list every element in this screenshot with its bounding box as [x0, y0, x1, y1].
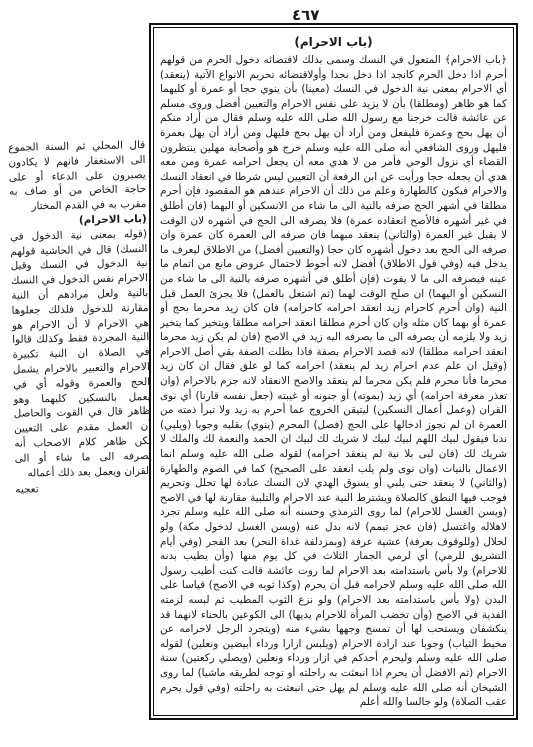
margin-intro: قال المحلي ثم السنة الجموع الى الاستغفار فانهم لا يكادون يصبرون على الدعاء أو على حاجة الخاص من أو صاف به مقرب به في القدم المختار [8, 138, 147, 213]
chapter-heading: (باب الاحرام) [294, 35, 373, 49]
page-number: ٤٦٧ [292, 6, 320, 24]
main-body: ﴿باب الاحرام﴾ المتعول في النسك وسمى بذلك لاقتضائه دخول الحرم من قولهم أحرم اذا دخل الحرم كانجد اذا دخل نجدا وأولاقتضائه تحريم الانواع الآتية (ينعقد) أي الاحرام بمعنى نية الدخول في النسك (معينا) بأن ينوي حجا أو عمرة أو كليهما كما هو ظاهر (ومطلقا) بأن لا يزيد على نفس الاحرام والتعيين أفضل وروى مسلم عن عائشة قالت خرجنا مع رسول الله صلى الله عليه وسلم فقال من أراد منكم أن يهل بحج وعمرة فليفعل ومن أراد أن يهل بحج فليهل ومن أراد أن يهل بعمرة فليهل وروى الشافعي أنه صلى الله عليه وسلم خرج هو وأصحابه مهلين ينتظرون القضاء أي نزول الوحي فأمر من لا هدي معه أن يجعل احرامه عمرة ومن معه هدي أن يجعله حجا ورأيت عن ابن الرفعة أن التعيين ليس شرطا في انعقاد النسك والاحرام فيكون كالطهارة وعلم من ذلك أن الاحرام عندهم هو المقصود فإن أحرم مطلقا في أشهر الحج صرفه بالنية الى ما شاء من الانسكين أو اليهما (فان أطلق في غير أشهره فالأصح انعقاده عمرة) فلا يصرفه الى الحج في أشهره لان الوقت لا يقبل غير العمرة (والثاني) ينعقد مبهما فان صرفه الى العمرة كان عمرة وان صرفه الى الحج بعد دخول أشهره كان حجا (والتعيين أفضل) من الاطلاق ليعرف ما يدخل فيه (وفي قول الاطلاق) أفضل لانه أحوط لاحتمال عروض مانع من اتمام ما عينه فيصرفه الى ما لا يفوت (فإن أطلق في أشهره صرفه بالنية الى ما شاء من النسكين أو اليهما) ان صلح الوقت لهما (ثم اشتغل بالعمل) فلا يجزئ العمل قبل النية (وان أحرم كاحرام زيد انعقد احرامه كاحرامه) فان كان زيد محرما بحج أو عمرة أو بهما كان مثله وان كان أحرم مطلقا انعقد احرامه مطلقا ويتخير كما يتخير زيد ولا يلزمه أن يصرفه الى ما يصرفه اليه زيد في الاصح (فان لم يكن زيد محرما انعقد احرامه مطلقا) لانه قصد الاحرام بصفة فاذا بطلت الصفة بقي أصل الاحرام (وقيل ان علم عدم احرام زيد لم ينعقد) احرامه كما لو علق فقال ان كان زيد محرما فأنا محرم فلم يكن محرما لم ينعقد والاصح الانعقاد لانه جزم بالاحرام (وان تعذر معرفة احرامه) أي زيد (بموته) أو جنونه أو غيبته (جعل نفسه قارنا) أي نوى القران (وعمل أعمال النسكين) ليتيقن الخروج عما أحرم به زيد ولا تبرأ ذمته من العمرة ان لم نجوز ادخالها على الحج (فصل) المحرم (ينوي) بقلبه وجوبا (ويلبي) ندبا فيقول لبيك اللهم لبيك لبيك لا شريك لك لبيك ان الحمد والنعمة لك والملك لا شريك لك (فان لبى بلا نية لم ينعقد احرامه) لقوله صلى الله عليه وسلم انما الاعمال بالنيات (وان نوى ولم يلب انعقد على الصحيح) كما في الصوم والطهارة (والثاني) لا ينعقد حتى يلبي أو يسوق الهدي لان النسك عبادة لها تحلل وتحريم فوجب فيها النطق كالصلاة ويشترط النية عند الاحرام والتلبية مقارنة لها في الاصح (ويسن الغسل للاحرام) لما روى الترمذي وحسنه أنه صلى الله عليه وسلم تجرد لاهلاله واغتسل (فان عجز تيمم) لانه بدل عنه (ويسن الغسل لدخول مكة) ولو لحلال (وللوقوف بعرفة) عشية عرفة (وبمزدلفة غداة النحر) بعد الفجر (وفي أيام التشريق للرمي) أي لرمي الجمار الثلاث في كل يوم منها (وأن يطيب بدنه للاحرام) ولا بأس باستدامته بعد الاحرام لما روت عائشة قالت كنت أطيب رسول الله صلى الله عليه وسلم لاحرامه قبل أن يحرم (وكذا ثوبه في الاصح) قياسا على البدن (ولا بأس باستدامته بعد الاحرام) ولو نزع الثوب المطيب ثم لبسه لزمته الفدية في الاصح (وأن تخضب المرأة للاحرام يديها) الى الكوعين بالحناء لانهما قد ينكشفان ويستحب لها أن تمسح وجهها بشيء منه (ويتجرد الرجل لاحرامه عن مخيط الثياب) وجوبا عند ارادة الاحرام (ويلبس ازارا ورداء أبيضين ونعلين) لقوله صلى الله عليه وسلم وليحرم أحدكم في ازار ورداء ونعلين (ويصلي ركعتين) سنة الاحرام (ثم الافضل أن يحرم اذا انبعثت به راحلته أو توجه لطريقه ماشيا) لما روى الشيخان أنه صلى الله عليه وسلم لم يهل حتى انبعثت به راحلته (وفي قول يحرم عقب الصلاة) ولو جالسا والله أعلم [160, 54, 507, 709]
margin-commentary [8, 138, 152, 498]
margin-tail: تعجيه [15, 483, 39, 497]
main-text-block [160, 33, 507, 710]
margin-heading: (باب الاحرام) [78, 212, 147, 227]
main-text-frame [149, 23, 518, 720]
margin-body: (قوله بمعنى نية الدخول في النسك) قال في الحاشية قولهم نية الدخول في النسك وقيل الاحرام نفس الدخول في النسك بالنية ولعل مرادهم أن النية مقارنة للدخول فلذلك جعلوها هي الاحرام لا أن الاحرام هو النية المجردة فقط وكذلك قالوا في الصلاة ان النية تكبيرة الاحرام والتعبير بالاحرام يشمل الحج والعمرة وقوله أي في يعمل بالنسكين كليهما وهو ظاهر قال في القوت والحاصل أن العمل مقدم على التعيين لكن ظاهر كلام الاصحاب أنه يصرفه الى ما شاء أو الى القران ويعمل بعد ذلك أعماله [9, 227, 153, 480]
